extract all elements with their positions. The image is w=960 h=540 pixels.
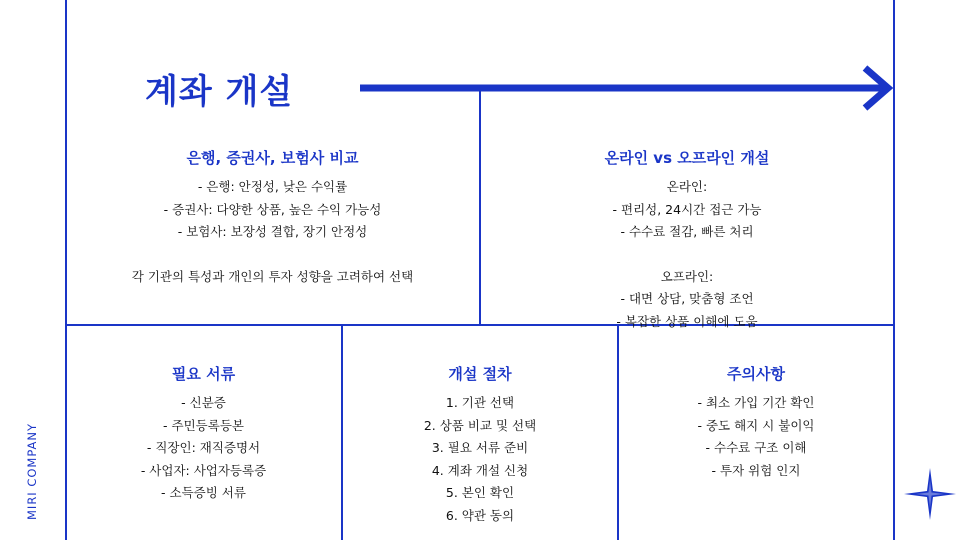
list-item: 1. 기관 선택 xyxy=(445,395,515,410)
section-cautions xyxy=(619,364,893,482)
section-opening-procedure xyxy=(343,364,617,527)
section-heading: 주의사항 xyxy=(727,365,785,383)
online-title: 온라인: xyxy=(666,179,708,194)
list-item: - 수수료 절감, 빠른 처리 xyxy=(620,224,754,239)
list-item: - 편리성, 24시간 접근 가능 xyxy=(612,201,762,217)
list-item: - 복잡한 상품 이해에 도움 xyxy=(616,313,758,329)
right-arrow-icon xyxy=(360,64,900,112)
list-item: 3. 필요 서류 준비 xyxy=(431,440,529,455)
list-item: - 보험사: 보장성 결합, 장기 안정성 xyxy=(177,224,368,239)
list-item: - 소득증빙 서류 xyxy=(161,485,246,500)
list-item: - 신분증 xyxy=(181,395,226,410)
section-heading: 은행, 증권사, 보험사 비교 xyxy=(186,149,359,167)
list-item: - 은행: 안정성, 낮은 수익률 xyxy=(197,179,348,194)
list-item: 2. 상품 비교 및 선택 xyxy=(423,417,537,433)
list-item: - 직장인: 재직증명서 xyxy=(146,440,261,455)
list-item: - 수수료 구조 이해 xyxy=(705,440,807,455)
list-item: - 최소 가입 기간 확인 xyxy=(697,395,815,410)
section-note: 각 기관의 특성과 개인의 투자 성향을 고려하여 선택 xyxy=(131,268,414,284)
list-item: - 중도 해지 시 불이익 xyxy=(697,417,815,433)
section-heading: 온라인 vs 오프라인 개설 xyxy=(604,149,770,167)
list-item: - 사업자: 사업자등록증 xyxy=(140,462,267,478)
list-item: 5. 본인 확인 xyxy=(445,485,515,500)
sparkle-star-icon xyxy=(902,466,958,522)
list-item: 6. 약관 동의 xyxy=(445,507,515,523)
brand-label: MIRI COMPANY xyxy=(25,422,39,520)
list-item: - 증권사: 다양한 상품, 높은 수익 가능성 xyxy=(163,201,382,217)
list-item: - 대면 상담, 맞춤형 조언 xyxy=(620,291,754,306)
section-online-offline xyxy=(481,148,893,333)
section-institution-comparison xyxy=(66,148,479,288)
list-item: - 투자 위험 인지 xyxy=(711,462,801,478)
section-heading: 개설 절차 xyxy=(448,365,512,383)
list-item: - 주민등록등본 xyxy=(163,417,244,433)
section-required-documents xyxy=(66,364,341,505)
page-title: 계좌 개설 xyxy=(145,72,294,112)
section-heading: 필요 서류 xyxy=(171,365,236,383)
list-item: 4. 계좌 개설 신청 xyxy=(431,462,529,478)
offline-title: 오프라인: xyxy=(660,268,714,284)
